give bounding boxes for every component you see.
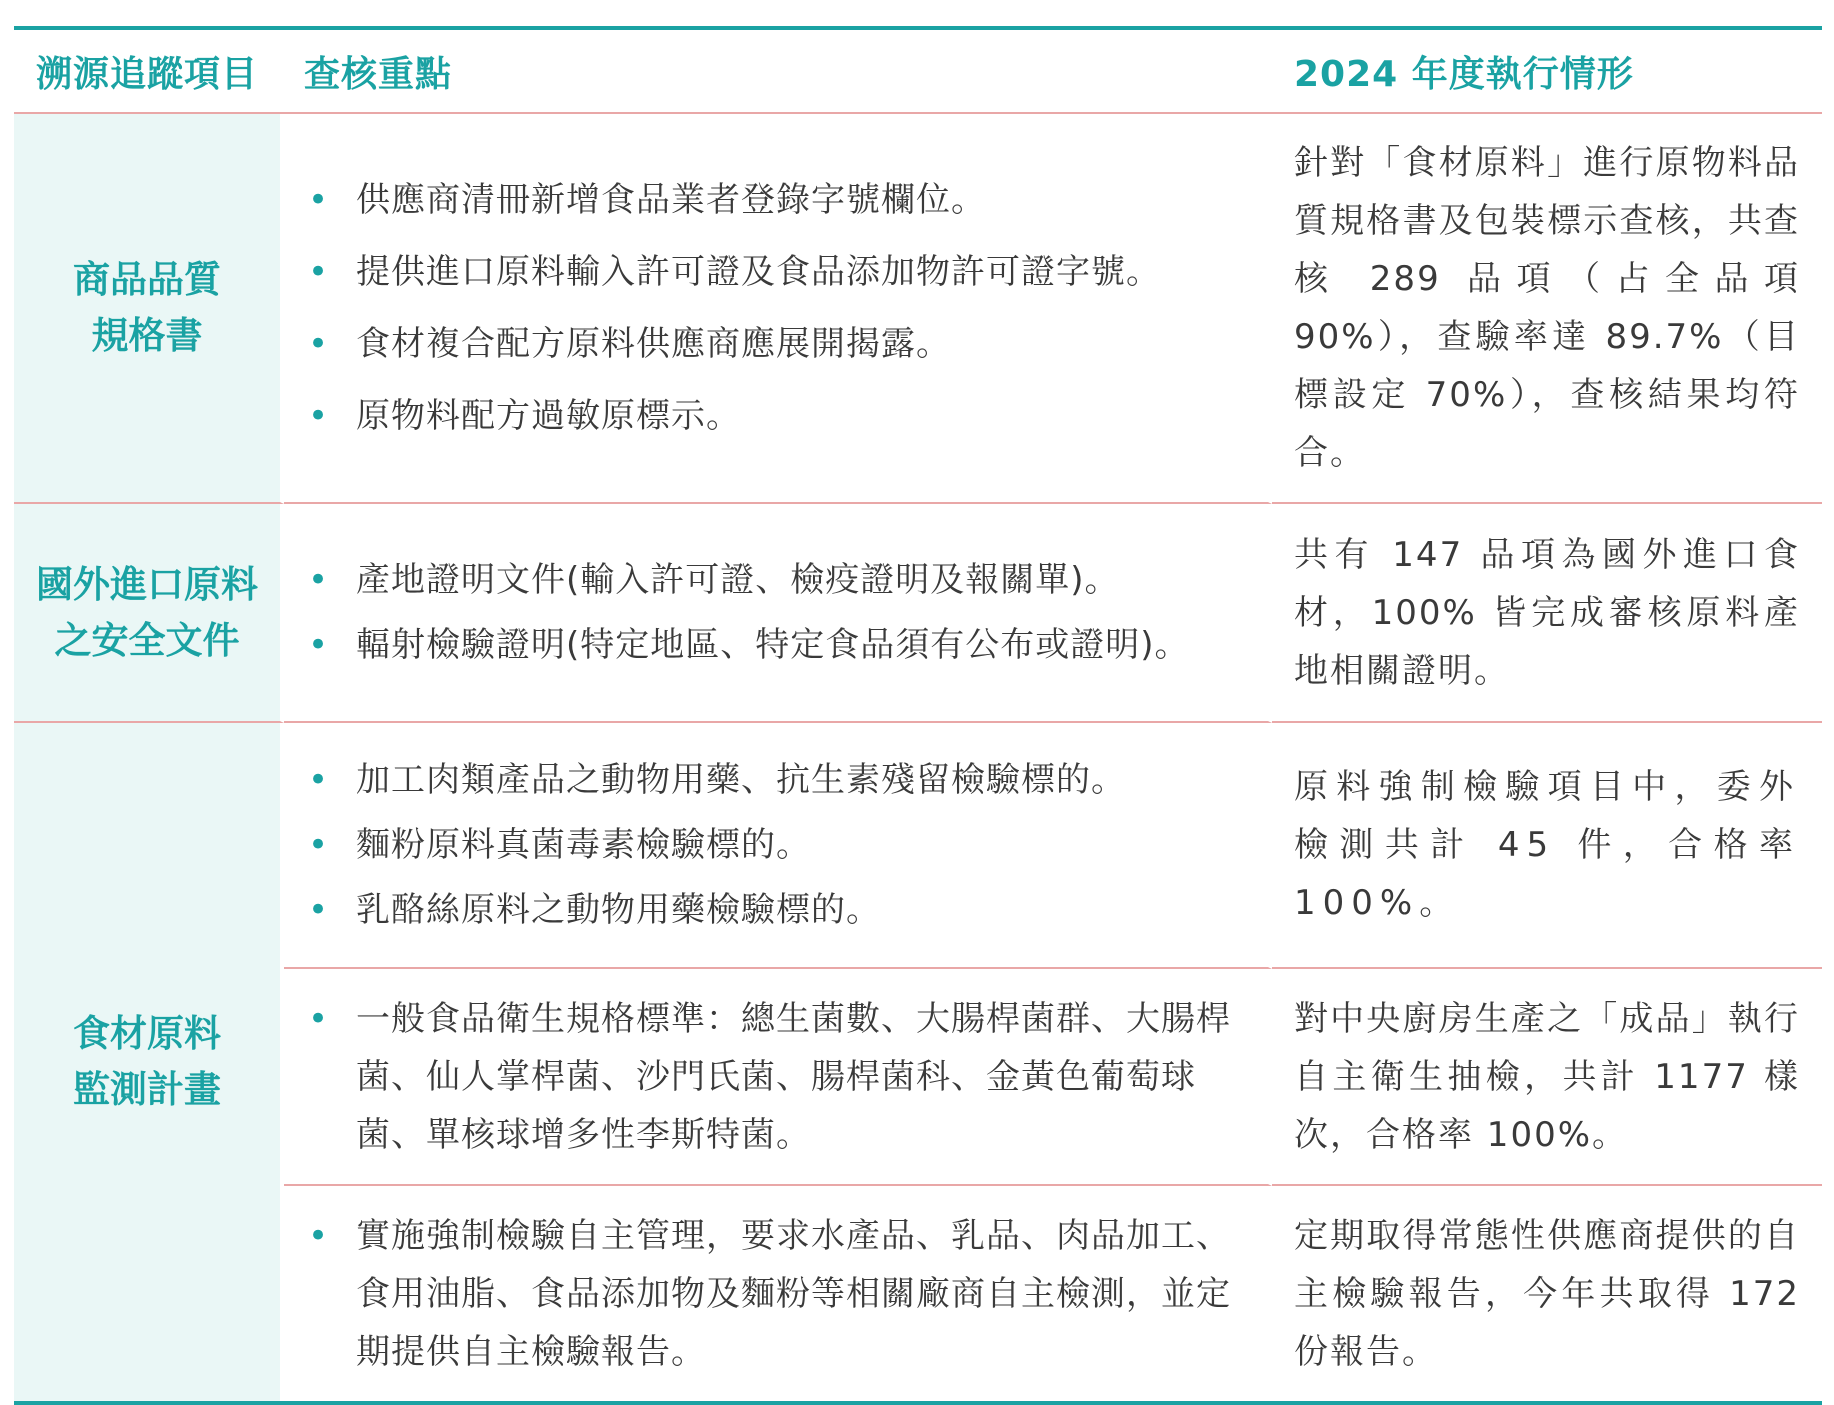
table-row (14, 969, 1822, 1186)
audit-point-item: • 乳酪絲原料之動物用藥檢驗標的。 (306, 881, 1248, 939)
table-header-row (14, 30, 1822, 114)
audit-points-cell (284, 1186, 1272, 1401)
category-cell (14, 723, 284, 1401)
audit-point-item: • 輻射檢驗證明(特定地區、特定食品須有公布或證明)。 (306, 616, 1248, 674)
execution-result-cell: 針對「食材原料」進行原物料品質規格書及包裝標示查核，共查核 289 品項（占全品項 90%），查驗率達 89.7%（目標設定 70%），查核結果均符合。 (1272, 114, 1822, 504)
bullet-icon: • (308, 760, 330, 800)
audit-points-cell (284, 114, 1272, 504)
audit-point-item: • 食材複合配方原料供應商應展開揭露。 (306, 315, 1248, 373)
execution-result-cell: 共有 147 品項為國外進口食材，100% 皆完成審核原料產地相關證明。 (1272, 504, 1822, 723)
table-row (14, 504, 1822, 723)
audit-point-item: • 加工肉類產品之動物用藥、抗生素殘留檢驗標的。 (306, 751, 1248, 809)
audit-point-item: • 實施強制檢驗自主管理，要求水產品、乳品、肉品加工、食用油脂、食品添加物及麵粉等相關廠商自主檢測，並定期提供自主檢驗報告。 (306, 1207, 1248, 1381)
bullet-icon: • (308, 324, 330, 364)
category-label-line: 商品品質 (73, 258, 221, 301)
bullet-icon: • (308, 252, 330, 292)
header-tracking-item: 溯源追蹤項目 (14, 30, 284, 114)
audit-points-cell (284, 969, 1272, 1186)
table-bottom-rule (14, 1401, 1822, 1405)
category-label-line: 規格書 (91, 314, 203, 357)
category-label-line: 食材原料 (73, 1012, 221, 1055)
bullet-icon: • (308, 180, 330, 220)
bullet-icon: • (308, 890, 330, 930)
traceability-table-container (14, 26, 1822, 1405)
audit-point-item: • 產地證明文件(輸入許可證、檢疫證明及報關單)。 (306, 551, 1248, 609)
audit-points-cell (284, 504, 1272, 723)
header-audit-focus: 查核重點 (284, 30, 1272, 114)
bullet-icon: • (308, 1215, 330, 1256)
category-cell (14, 114, 284, 504)
audit-point-item: • 供應商清冊新增食品業者登錄字號欄位。 (306, 171, 1248, 229)
category-label-line: 監測計畫 (73, 1068, 221, 1111)
bullet-icon: • (308, 396, 330, 436)
category-label-line: 國外進口原料 (36, 562, 258, 606)
execution-result-cell: 對中央廚房生產之「成品」執行自主衛生抽檢，共計 1177 樣次，合格率 100%。 (1272, 969, 1822, 1186)
category-label-line: 之安全文件 (54, 618, 240, 662)
audit-point-item: • 原物料配方過敏原標示。 (306, 387, 1248, 445)
execution-result-cell: 原料強制檢驗項目中，委外檢測共計 45 件，合格率 100%。 (1272, 723, 1822, 969)
bullet-icon: • (308, 625, 330, 665)
bullet-icon: • (308, 998, 330, 1039)
bullet-icon: • (308, 825, 330, 865)
traceability-table (14, 30, 1822, 1401)
execution-result-cell: 定期取得常態性供應商提供的自主檢驗報告，今年共取得 172 份報告。 (1294, 1215, 1800, 1372)
audit-points-cell (284, 723, 1272, 969)
category-cell (14, 504, 284, 723)
header-execution-status: 2024 年度執行情形 (1272, 30, 1822, 114)
table-row (14, 723, 1822, 969)
audit-point-item: • 提供進口原料輸入許可證及食品添加物許可證字號。 (306, 243, 1248, 301)
audit-point-item: • 一般食品衛生規格標準：總生菌數、大腸桿菌群、大腸桿菌、仙人掌桿菌、沙門氏菌、腸桿菌科、金黃色葡萄球菌、單核球增多性李斯特菌。 (306, 990, 1248, 1164)
table-row (14, 1186, 1822, 1401)
bullet-icon: • (308, 560, 330, 600)
audit-point-item: • 麵粉原料真菌毒素檢驗標的。 (306, 816, 1248, 874)
table-row (14, 114, 1822, 504)
